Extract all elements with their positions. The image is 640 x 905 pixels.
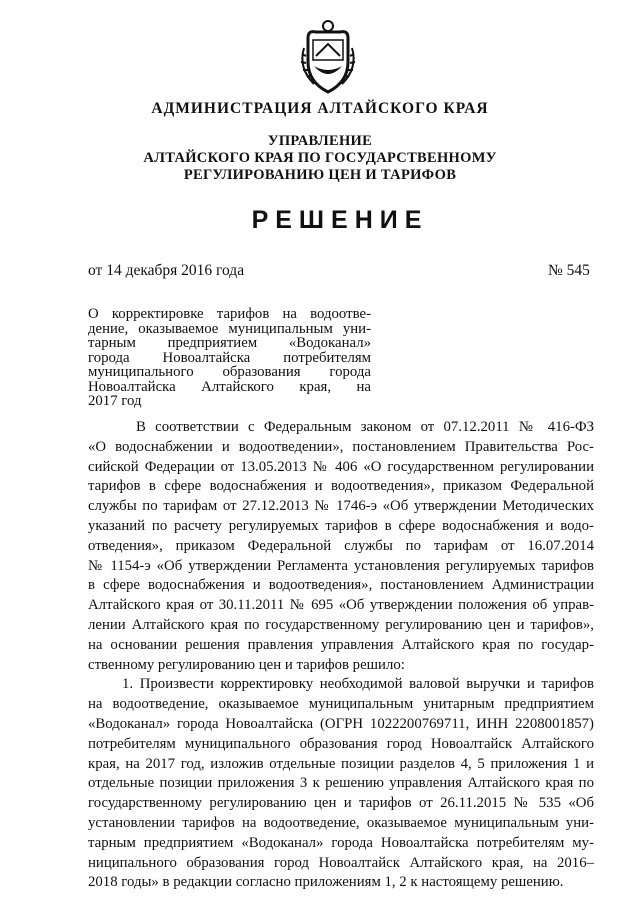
body-line: «Водоканал» города Новоалтайска (ОГРН 1022200769711, ИНН 2208001857) — [88, 715, 594, 732]
body-line: установлении тарифов на водоотведение, оказываемое муниципальным уни- — [88, 814, 594, 831]
body-line: Алтайского края от 30.11.2011 № 695 «Об утверждении положения об управ- — [88, 597, 594, 614]
subject-line: тарным предприятием «Водоканал» — [88, 335, 371, 351]
document-body — [88, 418, 594, 893]
subject-line: дение, оказываемое муниципальным уни- — [88, 320, 371, 337]
document-subject — [88, 307, 371, 409]
body-line: на основании решения правления управления Алтайского края по государ- — [88, 636, 594, 653]
subject-line: О корректировке тарифов на водоотве- — [88, 306, 371, 322]
subject-line: 2017 год — [88, 393, 142, 409]
department-line: АЛТАЙСКОГО КРАЯ ПО ГОСУДАРСТВЕННОМУ — [143, 150, 497, 166]
organization-title: АДМИНИСТРАЦИЯ АЛТАЙСКОГО КРАЯ — [151, 100, 489, 117]
body-line: на водоотведение, оказываемое муниципальным унитарным предприятием — [88, 696, 594, 713]
body-line: В соответствии с Федеральным законом от 07.12.2011 № 416-ФЗ — [136, 419, 594, 435]
department-line: УПРАВЛЕНИЕ — [267, 133, 373, 149]
body-line: 1. Произвести корректировку необходимой валовой выручки и тарифов — [122, 676, 594, 693]
body-line: лении Алтайского края по государственному регулированию цен и тарифов», — [88, 616, 594, 633]
body-line: службы по тарифам от 27.12.2013 № 1746-э «Об утверждении Методических — [88, 498, 594, 515]
body-line: 2018 годы» в редакции согласно приложениям 1, 2 к настоящему решению. — [88, 874, 564, 891]
body-line: указаний по расчету регулируемых тарифов в сфере водоснабжения и водо- — [88, 517, 594, 534]
subject-line: Новоалтайска Алтайского края, на — [88, 378, 371, 395]
body-line: сийской Федерации от 13.05.2013 № 406 «О государственном регулировании — [88, 458, 594, 475]
department-line: РЕГУЛИРОВАНИЮ ЦЕН И ТАРИФОВ — [183, 167, 457, 183]
body-line: ниципального образования город Новоалтайск Алтайского края, на 2016– — [88, 854, 594, 871]
body-line: государственному регулированию цен и тарифов от 26.11.2015 № 535 «Об — [88, 795, 594, 812]
body-line: тарным предприятием «Водоканал» города Новоалтайска потребителям му- — [88, 834, 594, 851]
body-line: № 1154-э «Об утверждении Регламента установления регулируемых тарифов — [88, 557, 594, 574]
document-type-heading: РЕШЕНИЕ — [251, 206, 429, 234]
body-line: ственному регулированию цен и тарифов решило: — [88, 656, 405, 673]
body-line: потребителям муниципального образования город Новоалтайск Алтайского — [88, 735, 594, 752]
document-date: от 14 декабря 2016 года — [88, 262, 245, 279]
body-line: отведения», приказом Федеральной службы по тарифам от 16.07.2014 — [88, 537, 594, 554]
document-number: № 545 — [548, 262, 590, 279]
body-line: «О водоснабжении и водоотведении», постановлением Правительства Рос- — [88, 438, 594, 455]
department-title — [0, 133, 640, 184]
coat-of-arms-emblem — [296, 18, 360, 98]
subject-line: города Новоалтайска потребителям — [88, 349, 371, 366]
body-line: в сфере водоснабжения и водоотведения», постановлением Администрации — [88, 577, 594, 594]
body-line: отдельные позиции приложения 3 к решению управления Алтайского края по — [88, 775, 594, 792]
body-line: тарифов в сфере водоснабжения и водоотведения», приказом Федеральной — [88, 478, 594, 495]
subject-line: муниципального образования города — [88, 364, 371, 380]
body-line: края, на 2017 год, изложив отдельные позиции разделов 4, 5 приложения 1 и — [88, 755, 594, 772]
